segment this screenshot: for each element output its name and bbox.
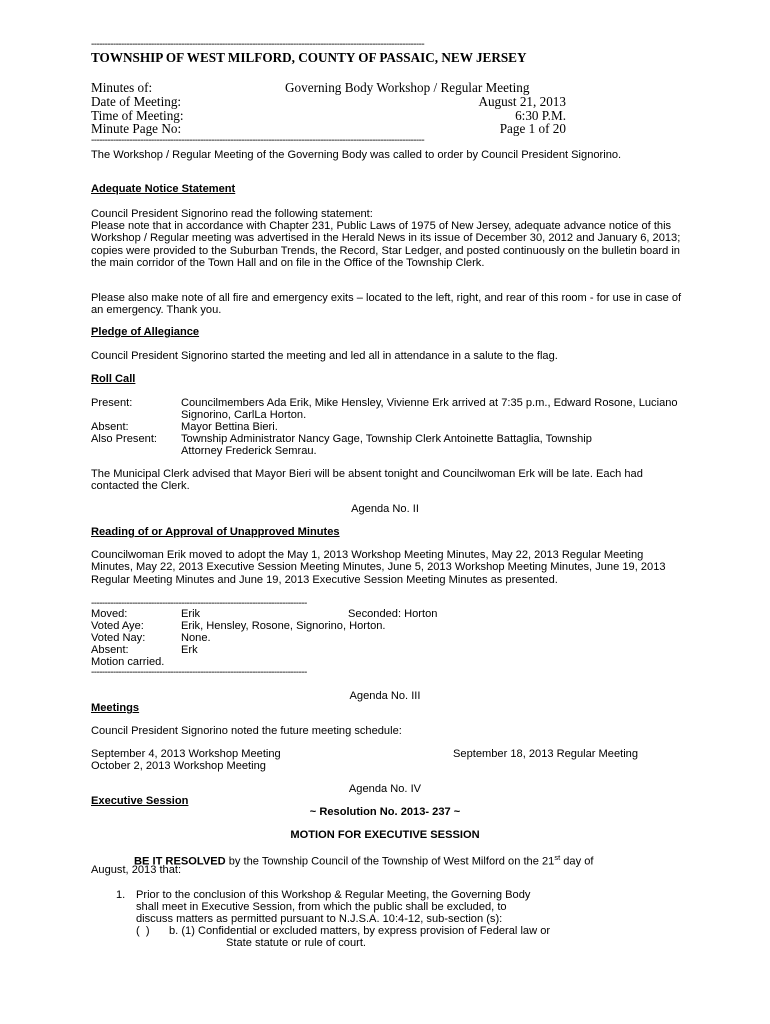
roll-also-label: Also Present: bbox=[91, 433, 157, 445]
pledge-heading: Pledge of Allegiance bbox=[91, 326, 200, 338]
header-value-date: August 21, 2013 bbox=[478, 94, 566, 109]
meetings-heading: Meetings bbox=[91, 702, 140, 714]
vote-aye-label: Voted Aye: bbox=[91, 620, 144, 632]
header-label-date: Date of Meeting: bbox=[91, 94, 182, 109]
intro-paragraph: The Workshop / Regular Meeting of the Governing Body was called to order by Council President Signorino. bbox=[91, 149, 622, 161]
resolved-text: by the Township Council of the Township of West Milford on the 21 bbox=[225, 855, 555, 868]
header-value-time: 6:30 P.M. bbox=[515, 108, 566, 123]
roll-present-label: Present: bbox=[91, 397, 133, 409]
agenda-2-label: Agenda No. II bbox=[351, 503, 419, 515]
vote-nay-value: None. bbox=[181, 632, 211, 644]
notice-exits: Please also make note of all fire and emergency exits – located to the left, right, and rear of this room - for use in case of an emergency. Thank you. bbox=[91, 292, 682, 317]
sub-item-checkbox: ( ) bbox=[136, 925, 150, 937]
roll-present-value: Councilmembers Ada Erik, Mike Hensley, Vivienne Erk arrived at 7:35 p.m., Edward Rosone, Luciano Signorino, CarlLa Horton. bbox=[181, 397, 678, 422]
sub-item-line-2: State statute or rule of court. bbox=[226, 937, 366, 949]
roll-call-heading: Roll Call bbox=[91, 373, 136, 385]
document-title: TOWNSHIP OF WEST MILFORD, COUNTY OF PASSAIC, NEW JERSEY bbox=[91, 50, 527, 65]
meetings-lead: Council President Signorino noted the future meeting schedule: bbox=[91, 725, 402, 737]
roll-also-value: Township Administrator Nancy Gage, Township Clerk Antoinette Battaglia, Township Attorney Frederick Semrau. bbox=[181, 433, 592, 458]
resolution-number: ~ Resolution No. 2013- 237 ~ bbox=[309, 806, 461, 818]
header-rule-bottom: -------------------------------------------------------------------------------------------------------------------------- bbox=[91, 136, 425, 146]
roll-absent-value: Mayor Bettina Bieri. bbox=[181, 421, 278, 433]
header-value-minutes: Governing Body Workshop / Regular Meeting bbox=[285, 80, 530, 95]
sub-item-line-1: b. (1) Confidential or excluded matters, by express provision of Federal law or bbox=[169, 925, 551, 937]
header-label-minutes: Minutes of: bbox=[91, 80, 153, 95]
header-value-page: Page 1 of 20 bbox=[499, 121, 566, 136]
item-1-line-2: shall meet in Executive Session, from which the public shall be excluded, to bbox=[136, 901, 507, 913]
header-label-time: Time of Meeting: bbox=[91, 108, 184, 123]
vote-moved-label: Moved: bbox=[91, 608, 128, 620]
resolved-bold: BE IT RESOLVED bbox=[134, 855, 226, 868]
vote-nay-label: Voted Nay: bbox=[91, 632, 146, 644]
vote-seconded: Seconded: Horton bbox=[348, 608, 438, 620]
resolved-tail: day of bbox=[560, 855, 594, 868]
minutes-heading: Reading of or Approval of Unapproved Minutes bbox=[91, 526, 340, 538]
vote-aye-value: Erik, Hensley, Rosone, Signorino, Horton. bbox=[181, 620, 386, 632]
meeting-oct-2: October 2, 2013 Workshop Meeting bbox=[91, 760, 266, 772]
meeting-sept-4: September 4, 2013 Workshop Meeting bbox=[91, 748, 281, 760]
notice-lead: Council President Signorino read the following statement: bbox=[91, 208, 373, 220]
resolved-line-1 bbox=[134, 852, 694, 868]
vote-moved-value: Erik bbox=[181, 608, 201, 620]
item-1-line-1: Prior to the conclusion of this Workshop & Regular Meeting, the Governing Body bbox=[136, 889, 531, 901]
vote-absent-value: Erk bbox=[181, 644, 198, 656]
header-rule-top: -------------------------------------------------------------------------------------------------------------------------- bbox=[91, 40, 425, 50]
notice-body: Please note that in accordance with Chapter 231, Public Laws of 1975 of New Jersey, adequate advance notice of this Workshop / Regular meeting was advertised in the Herald News in its issue of December 30, 2012 and January 6, 2013; copies were provided to the Suburban Trends, the Record, Star Ledger, and posted continuously on the bulletin board in the main corridor of the Town Hall and on file in the Office of the Township Clerk. bbox=[91, 220, 681, 269]
agenda-3-label: Agenda No. III bbox=[349, 690, 421, 702]
notice-heading: Adequate Notice Statement bbox=[91, 183, 236, 195]
minutes-body: Councilwoman Erik moved to adopt the May 1, 2013 Workshop Meeting Minutes, May 22, 2013 Regular Meeting Minutes, May 22, 2013 Executive Session Meeting Minutes, June 5, 2013 Workshop Meeting Minutes, June 19, 2013 Regular Meeting Minutes and June 19, 2013 Executive Session Meeting Minutes as presented. bbox=[91, 549, 666, 586]
vote-rule-top: ------------------------------------------------------------------------------- bbox=[91, 599, 307, 609]
resolved-line-2: August, 2013 that: bbox=[91, 864, 182, 876]
header-label-page: Minute Page No: bbox=[91, 121, 182, 136]
vote-absent-label: Absent: bbox=[91, 644, 129, 656]
pledge-body: Council President Signorino started the meeting and led all in attendance in a salute to the flag. bbox=[91, 350, 558, 362]
executive-session-heading: Executive Session bbox=[91, 795, 189, 807]
item-1-number: 1. bbox=[116, 889, 126, 901]
agenda-4-label: Agenda No. IV bbox=[348, 783, 422, 795]
meeting-sept-18: September 18, 2013 Regular Meeting bbox=[453, 748, 639, 760]
roll-absent-label: Absent: bbox=[91, 421, 129, 433]
resolved-superscript: st bbox=[554, 853, 561, 862]
vote-rule-bottom: ------------------------------------------------------------------------------- bbox=[91, 668, 307, 678]
vote-motion-carried: Motion carried. bbox=[91, 656, 165, 668]
motion-title: MOTION FOR EXECUTIVE SESSION bbox=[290, 829, 480, 841]
roll-call-note: The Municipal Clerk advised that Mayor Bieri will be absent tonight and Councilwoman Erk will be late. Each had contacted the Clerk. bbox=[91, 468, 643, 493]
item-1-line-3: discuss matters as permitted pursuant to N.J.S.A. 10:4-12, sub-section (s): bbox=[136, 913, 503, 925]
